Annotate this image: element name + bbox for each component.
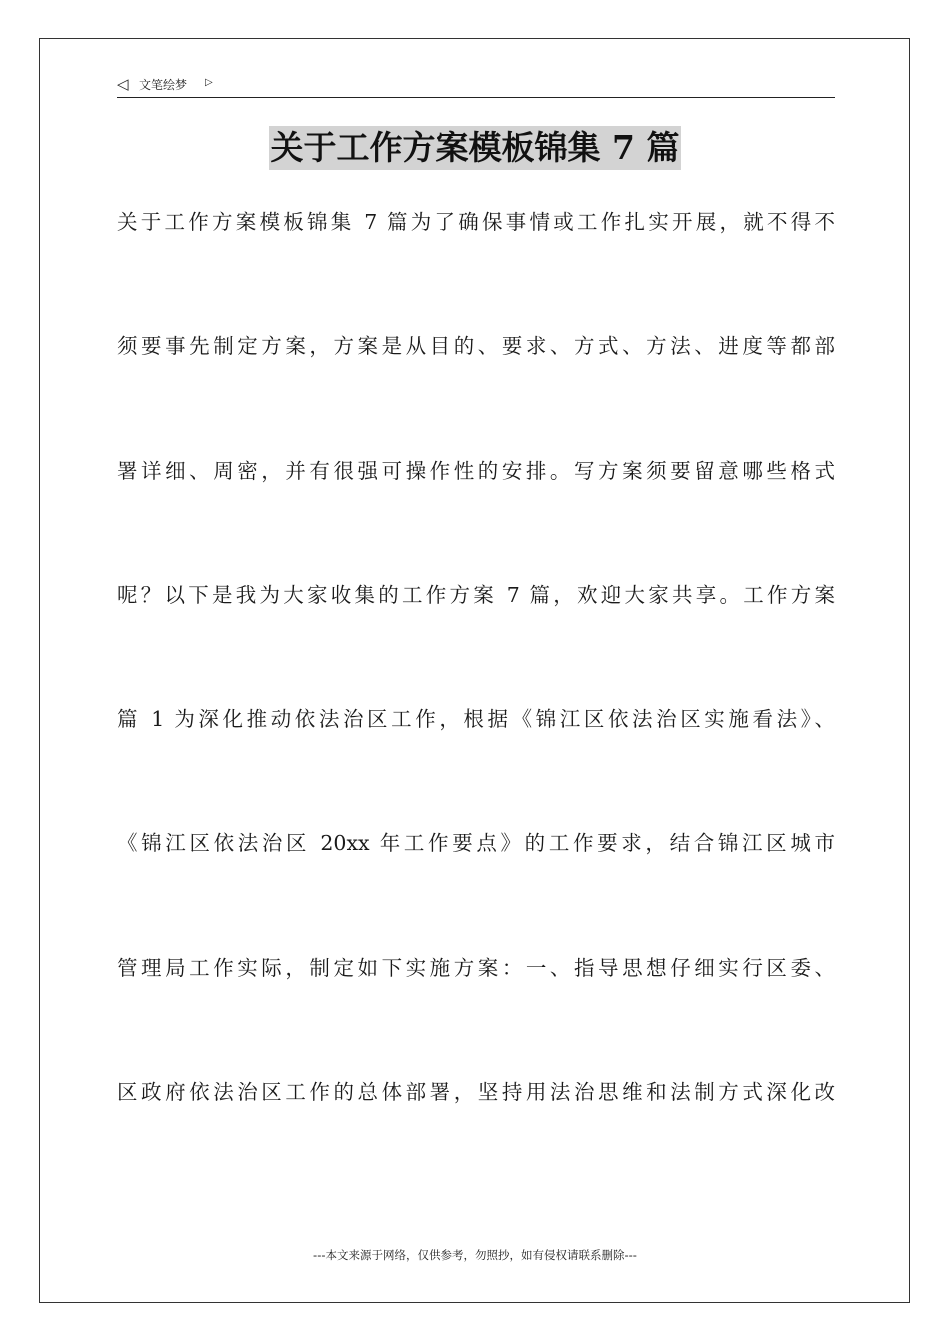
body-line: 须要事先制定方案，方案是从目的、要求、方式、方法、进度等都部 bbox=[117, 334, 835, 359]
page-footer: ---本文来源于网络，仅供参考，勿照抄，如有侵权请联系删除--- bbox=[313, 1248, 637, 1262]
document-title: 关于工作方案模板锦集 7 篇 bbox=[269, 126, 682, 170]
body-line: 《锦江区依法治区 20xx 年工作要点》的工作要求，结合锦江区城市 bbox=[117, 831, 835, 856]
header-brand: 文笔绘梦 bbox=[139, 78, 188, 92]
body-line: 署详细、周密，并有很强可操作性的安排。写方案须要留意哪些格式 bbox=[117, 458, 835, 483]
body-line: 区政府依法治区工作的总体部署，坚持用法治思维和法制方式深化改 bbox=[117, 1080, 835, 1105]
body-line: 管理局工作实际，制定如下实施方案：一、指导思想仔细实行区委、 bbox=[117, 955, 835, 980]
body-line: 呢？以下是我为大家收集的工作方案 7 篇，欢迎大家共享。工作方案 bbox=[117, 582, 835, 607]
page-header bbox=[117, 74, 835, 98]
left-triangle-icon: ◁ bbox=[117, 75, 129, 93]
body-line: 关于工作方案模板锦集 7 篇为了确保事情或工作扎实开展，就不得不 bbox=[117, 210, 835, 234]
document-body bbox=[117, 207, 835, 1201]
body-line: 篇 1 为深化推动依法治区工作，根据《锦江区依法治区实施看法》、 bbox=[117, 707, 835, 732]
title-container bbox=[0, 126, 950, 170]
right-triangle-icon: ▷ bbox=[205, 77, 213, 88]
